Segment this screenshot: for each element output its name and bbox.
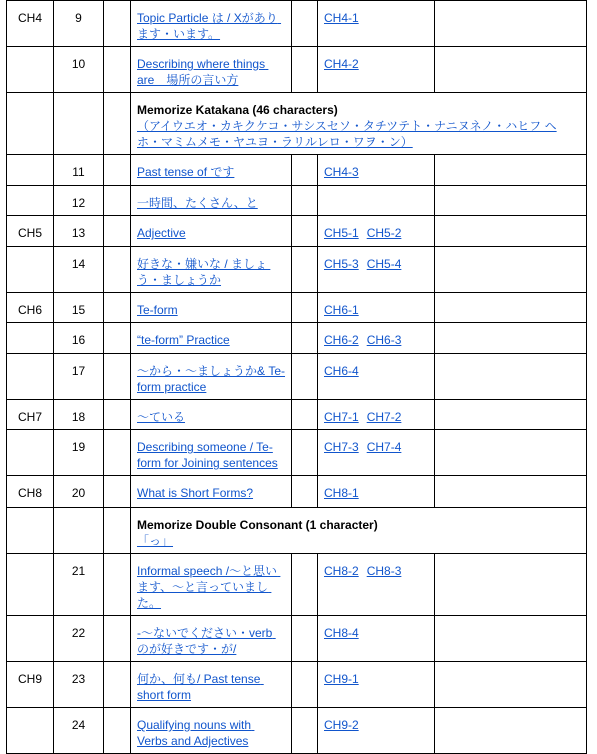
table-body — [7, 1, 587, 754]
lesson-number-cell: 21 — [54, 554, 104, 616]
chapter-link[interactable]: CH8-2 — [324, 564, 359, 578]
chapter-link[interactable]: CH9-1 — [324, 672, 359, 686]
lesson-number-cell: 9 — [54, 1, 104, 47]
memorize-title: Memorize Katakana (46 characters) — [137, 103, 338, 117]
spacer-cell — [104, 93, 131, 155]
spacer-cell — [292, 186, 318, 216]
chapter-links-cell — [318, 616, 435, 662]
notes-cell — [435, 293, 587, 323]
notes-cell — [435, 47, 587, 93]
chapter-link[interactable]: CH7-1 — [324, 410, 359, 424]
chapter-cell — [7, 47, 54, 93]
chapter-cell: CH4 — [7, 1, 54, 47]
notes-cell — [435, 186, 587, 216]
chapter-cell — [7, 508, 54, 554]
lesson-number-cell: 12 — [54, 186, 104, 216]
spacer-cell — [292, 155, 318, 186]
chapter-links-cell — [318, 1, 435, 47]
chapter-links-cell — [318, 216, 435, 247]
spacer-cell — [104, 155, 131, 186]
chapter-link[interactable]: CH7-3 — [324, 440, 359, 454]
topic-cell — [131, 662, 292, 708]
lesson-number-cell: 24 — [54, 708, 104, 754]
topic-cell — [131, 430, 292, 476]
notes-cell — [435, 354, 587, 400]
chapter-link[interactable]: CH6-2 — [324, 333, 359, 347]
spacer-cell — [292, 430, 318, 476]
spacer-cell — [104, 554, 131, 616]
chapter-link[interactable]: CH4-3 — [324, 165, 359, 179]
chapter-links-cell — [318, 400, 435, 430]
spacer-cell — [104, 216, 131, 247]
lesson-number-cell: 13 — [54, 216, 104, 247]
chapter-cell — [7, 554, 54, 616]
chapter-cell — [7, 430, 54, 476]
spacer-cell — [292, 1, 318, 47]
lesson-number-cell: 14 — [54, 247, 104, 293]
lesson-row — [7, 247, 587, 293]
lesson-row — [7, 616, 587, 662]
topic-cell — [131, 47, 292, 93]
spacer-cell — [292, 323, 318, 354]
chapter-links-cell — [318, 476, 435, 508]
spacer-cell — [292, 616, 318, 662]
spacer-cell — [104, 508, 131, 554]
spacer-cell — [104, 400, 131, 430]
lesson-row — [7, 323, 587, 354]
spacer-cell — [292, 554, 318, 616]
topic-link[interactable]: Topic Particle は / Xがあり ます・います。 — [137, 11, 282, 41]
lesson-number-cell — [54, 93, 104, 155]
notes-cell — [435, 216, 587, 247]
lesson-row — [7, 354, 587, 400]
topic-link[interactable]: 好きな・嫌いな / ましょ う・ましょうか — [137, 257, 271, 287]
notes-cell — [435, 155, 587, 186]
chapter-link[interactable]: CH8-1 — [324, 486, 359, 500]
spacer-cell — [104, 616, 131, 662]
lesson-row — [7, 216, 587, 247]
lesson-row — [7, 400, 587, 430]
spacer-cell — [104, 47, 131, 93]
topic-cell — [131, 247, 292, 293]
lesson-number-cell: 23 — [54, 662, 104, 708]
lesson-row — [7, 662, 587, 708]
topic-link[interactable]: Te-form — [137, 303, 178, 317]
spacer-cell — [104, 354, 131, 400]
chapter-cell — [7, 155, 54, 186]
notes-cell — [435, 616, 587, 662]
topic-link[interactable]: Past tense of です — [137, 165, 235, 179]
chapter-link[interactable]: CH6-3 — [366, 333, 402, 347]
spacer-cell — [292, 216, 318, 247]
memorize-title: Memorize Double Consonant (1 character) — [137, 518, 378, 532]
lesson-number-cell — [54, 508, 104, 554]
chapter-link[interactable]: CH7-4 — [366, 440, 402, 454]
lesson-row — [7, 708, 587, 754]
topic-link[interactable]: ～ている — [137, 410, 186, 424]
memorize-row — [7, 508, 587, 554]
topic-cell — [131, 293, 292, 323]
chapter-link[interactable]: CH5-4 — [366, 257, 402, 271]
topic-link[interactable]: Qualifying nouns with Verbs and Adjectives — [137, 718, 255, 748]
memorize-row — [7, 93, 587, 155]
notes-cell — [435, 247, 587, 293]
topic-link[interactable]: -～ないでください・verb のが好きです・が/ — [137, 626, 276, 656]
topic-link[interactable]: Describing someone / Te-form for Joining sentences — [137, 440, 278, 470]
chapter-link[interactable]: CH4-1 — [324, 11, 359, 25]
topic-link[interactable]: What is Short Forms? — [137, 486, 254, 500]
lesson-row — [7, 476, 587, 508]
lesson-row — [7, 155, 587, 186]
topic-link[interactable]: ～から・～ましょうか& Te-form practice — [137, 364, 286, 394]
chapter-links-cell — [318, 554, 435, 616]
chapter-links-cell — [318, 47, 435, 93]
chapter-cell — [7, 247, 54, 293]
chapter-cell: CH8 — [7, 476, 54, 508]
memorize-cell — [131, 508, 587, 554]
spacer-cell — [292, 293, 318, 323]
notes-cell — [435, 708, 587, 754]
memorize-cell — [131, 93, 587, 155]
chapter-links-cell — [318, 247, 435, 293]
topic-link[interactable]: 何か、何も/ Past tense short form — [137, 672, 264, 702]
spacer-cell — [292, 247, 318, 293]
topic-cell — [131, 400, 292, 430]
lesson-row — [7, 554, 587, 616]
lesson-number-cell: 10 — [54, 47, 104, 93]
chapter-cell — [7, 93, 54, 155]
chapter-links-cell — [318, 186, 435, 216]
lesson-number-cell: 15 — [54, 293, 104, 323]
chapter-link[interactable]: CH6-1 — [324, 303, 359, 317]
topic-cell — [131, 186, 292, 216]
topic-link[interactable]: “te-form” Practice — [137, 333, 230, 347]
chapter-link[interactable]: CH8-4 — [324, 626, 359, 640]
spacer-cell — [292, 354, 318, 400]
notes-cell — [435, 554, 587, 616]
topic-link[interactable]: Informal speech /～と思い ます、～と言っていまし た。 — [137, 564, 281, 610]
lesson-number-cell: 22 — [54, 616, 104, 662]
topic-cell — [131, 1, 292, 47]
topic-link[interactable]: 一時間、たくさん、と — [137, 196, 258, 210]
notes-cell — [435, 1, 587, 47]
spacer-cell — [104, 293, 131, 323]
lesson-number-cell: 16 — [54, 323, 104, 354]
chapter-links-cell — [318, 662, 435, 708]
topic-cell — [131, 708, 292, 754]
chapter-link[interactable]: CH4-2 — [324, 57, 359, 71]
spacer-cell — [104, 186, 131, 216]
memorize-link[interactable]: （アイウエオ・カキクケコ・サシスセソ・タチツテト・ナニヌネノ・ハヒフ ヘホ・マミムメモ・ヤユヨ・ラリルレロ・ワヲ・ン） — [137, 119, 557, 149]
spacer-cell — [104, 708, 131, 754]
chapter-link[interactable]: CH8-3 — [366, 564, 402, 578]
topic-link[interactable]: Adjective — [137, 226, 186, 240]
chapter-links-cell — [318, 708, 435, 754]
chapter-link[interactable]: CH9-2 — [324, 718, 359, 732]
chapter-link[interactable]: CH7-2 — [366, 410, 402, 424]
lesson-row — [7, 430, 587, 476]
chapter-links-cell — [318, 323, 435, 354]
notes-cell — [435, 323, 587, 354]
topic-cell — [131, 354, 292, 400]
chapter-link[interactable]: CH5-1 — [324, 226, 359, 240]
spacer-cell — [104, 323, 131, 354]
lesson-number-cell: 19 — [54, 430, 104, 476]
notes-cell — [435, 662, 587, 708]
spacer-cell — [292, 47, 318, 93]
spacer-cell — [292, 708, 318, 754]
topic-cell — [131, 155, 292, 186]
notes-cell — [435, 476, 587, 508]
chapter-cell — [7, 323, 54, 354]
chapter-link[interactable]: CH6-4 — [324, 364, 359, 378]
lesson-row — [7, 1, 587, 47]
topic-cell — [131, 476, 292, 508]
topic-cell — [131, 554, 292, 616]
notes-cell — [435, 400, 587, 430]
chapter-link[interactable]: CH5-2 — [366, 226, 402, 240]
notes-cell — [435, 430, 587, 476]
chapter-links-cell — [318, 293, 435, 323]
chapter-cell: CH9 — [7, 662, 54, 708]
chapter-cell: CH6 — [7, 293, 54, 323]
chapter-cell: CH5 — [7, 216, 54, 247]
topic-cell — [131, 323, 292, 354]
spacer-cell — [104, 247, 131, 293]
lesson-row — [7, 47, 587, 93]
spacer-cell — [104, 662, 131, 708]
memorize-link[interactable]: 「っ」 — [137, 534, 174, 548]
spacer-cell — [104, 430, 131, 476]
lesson-number-cell: 11 — [54, 155, 104, 186]
chapter-cell: CH7 — [7, 400, 54, 430]
spacer-cell — [292, 476, 318, 508]
chapter-links-cell — [318, 430, 435, 476]
course-schedule-table — [6, 0, 587, 754]
chapter-cell — [7, 354, 54, 400]
chapter-cell — [7, 616, 54, 662]
chapter-links-cell — [318, 155, 435, 186]
topic-cell — [131, 216, 292, 247]
lesson-row — [7, 293, 587, 323]
chapter-cell — [7, 186, 54, 216]
topic-link[interactable]: Describing where things are 場所の言い方 — [137, 57, 269, 87]
spacer-cell — [292, 662, 318, 708]
chapter-cell — [7, 708, 54, 754]
spacer-cell — [292, 400, 318, 430]
lesson-number-cell: 18 — [54, 400, 104, 430]
chapter-links-cell — [318, 354, 435, 400]
lesson-number-cell: 17 — [54, 354, 104, 400]
spacer-cell — [104, 476, 131, 508]
spacer-cell — [104, 1, 131, 47]
chapter-link[interactable]: CH5-3 — [324, 257, 359, 271]
lesson-number-cell: 20 — [54, 476, 104, 508]
topic-cell — [131, 616, 292, 662]
lesson-row — [7, 186, 587, 216]
